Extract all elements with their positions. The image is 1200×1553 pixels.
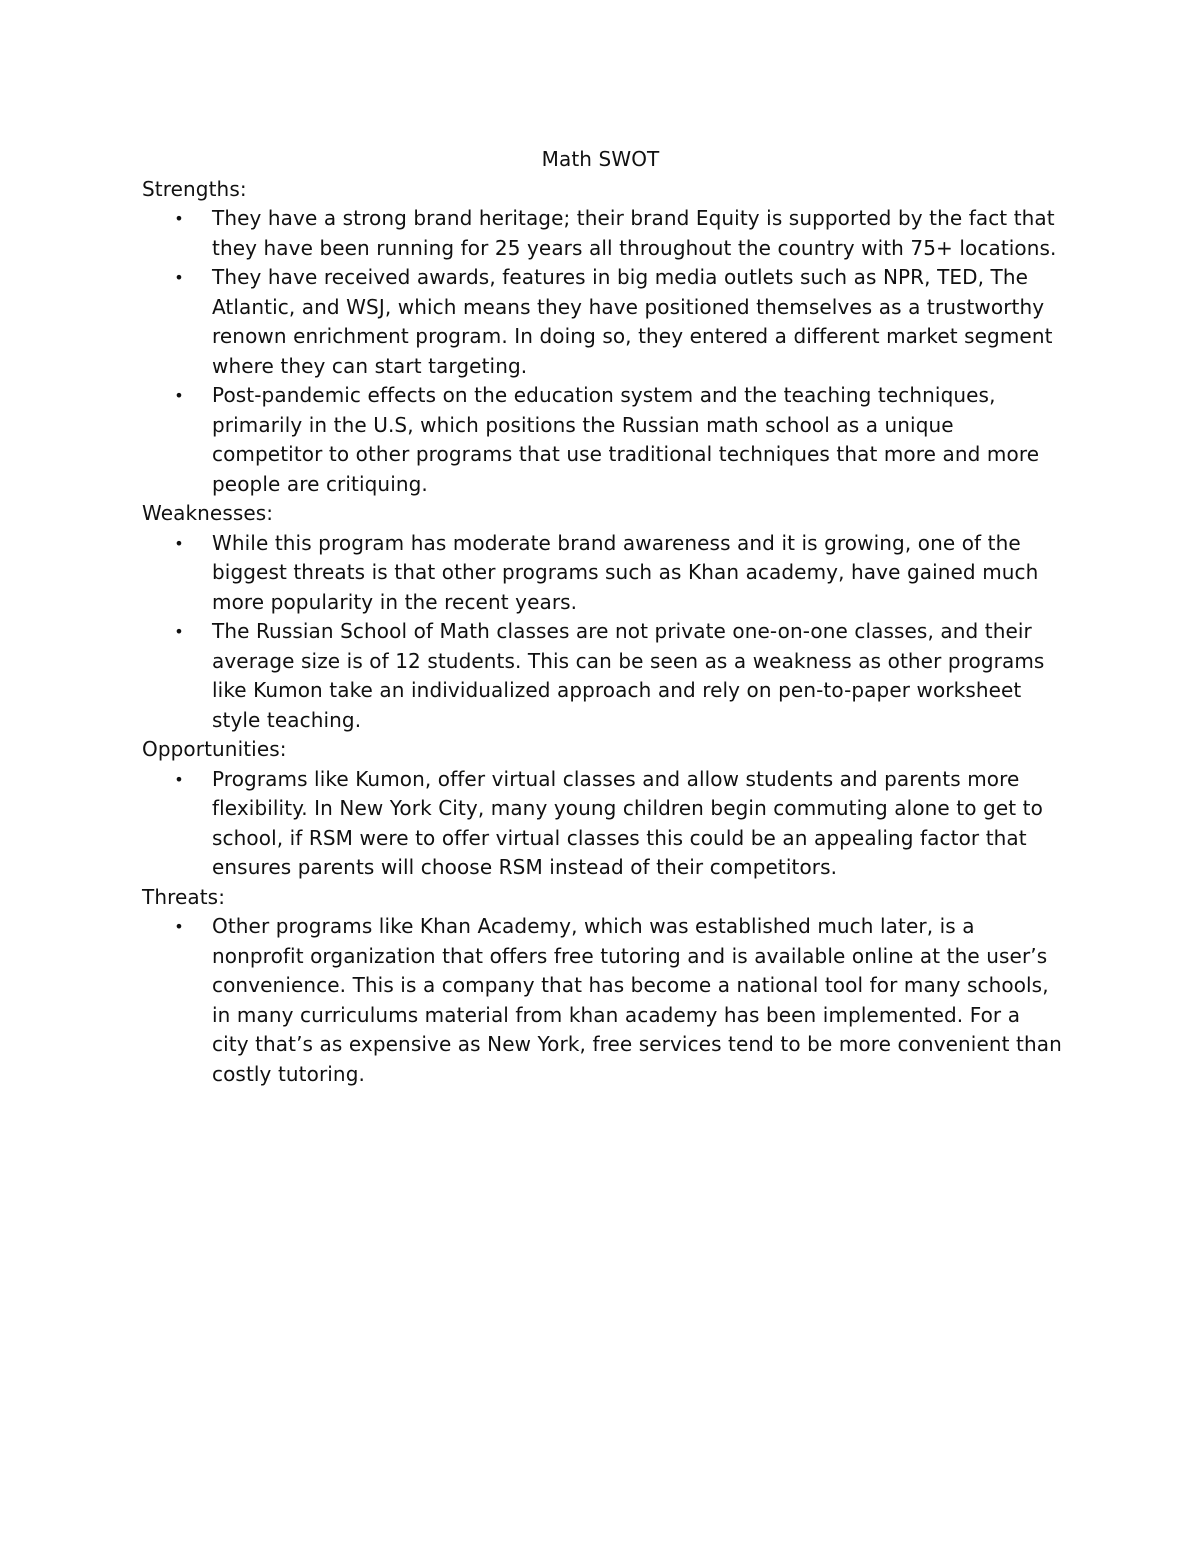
list-item-text: While this program has moderate brand awareness and it is growing, one of the biggest threats is that other programs such as Khan academy, have gained much more popularity in the recent years. [212,530,1039,614]
list-item [174,263,1062,381]
list-item [174,529,1062,618]
list-item-text: They have received awards, features in big media outlets such as NPR, TED, The Atlantic, and WSJ, which means they have positioned themselves as a trustworthy renown enrichment program. In doing so, they entered a different market segment where they can start targeting. [212,265,1053,378]
section-heading: Strengths: [142,176,247,201]
list-item-text: The Russian School of Math classes are not private one-on-one classes, and their average size is of 12 students. This can be seen as a weakness as other programs like Kumon take an individualized approach and rely on pen-to-paper worksheet style teaching. [212,619,1045,732]
bullet-dot-icon: • [174,622,184,641]
list-item-text: Post-pandemic effects on the education system and the teaching techniques, primarily in the U.S, which positions the Russian math school as a unique competitor to other programs that use traditional techniques that more and more people are critiquing. [212,383,1040,496]
bullet-list [142,204,1062,499]
section-strengths [142,175,1062,500]
bullet-dot-icon: • [174,209,184,228]
bullet-dot-icon: • [174,917,184,936]
list-item-text: Other programs like Khan Academy, which was established much later, is a nonprofit organization that offers free tutoring and is available online at the user’s convenience. This is a company that has become a national tool for many schools, in many curriculums material from khan academy has been implemented. For a city that’s as expensive as New York, free services tend to be more convenient than costly tutoring. [212,914,1062,1086]
bullet-list [142,529,1062,736]
bullet-list [142,912,1062,1089]
document-title: Math SWOT [541,147,660,171]
bullet-dot-icon: • [174,268,184,287]
section-heading: Opportunities: [142,737,287,761]
list-item-text: They have a strong brand heritage; their brand Equity is supported by the fact that they have been running for 25 years all throughout the country with 75+ locations. [212,206,1057,260]
section-weaknesses [142,499,1062,735]
bullet-dot-icon: • [174,386,184,405]
document-page [142,145,1062,1089]
bullet-list [142,765,1062,883]
list-item [174,381,1062,499]
section-opportunities [142,735,1062,883]
bullet-dot-icon: • [174,533,184,553]
list-item [174,204,1062,263]
list-item [174,912,1062,1089]
list-item-text: Programs like Kumon, offer virtual classes and allow students and parents more flexibility. In New York City, many young children begin commuting alone to get to school, if RSM were to offer virtual classes this could be an appealing factor that ensures parents will choose RSM instead of their competitors. [212,766,1043,879]
section-heading: Weaknesses: [142,501,274,525]
bullet-dot-icon: • [174,769,184,789]
section-threats [142,883,1062,1090]
section-heading: Threats: [142,884,226,909]
list-item [174,617,1062,735]
list-item [174,765,1062,883]
